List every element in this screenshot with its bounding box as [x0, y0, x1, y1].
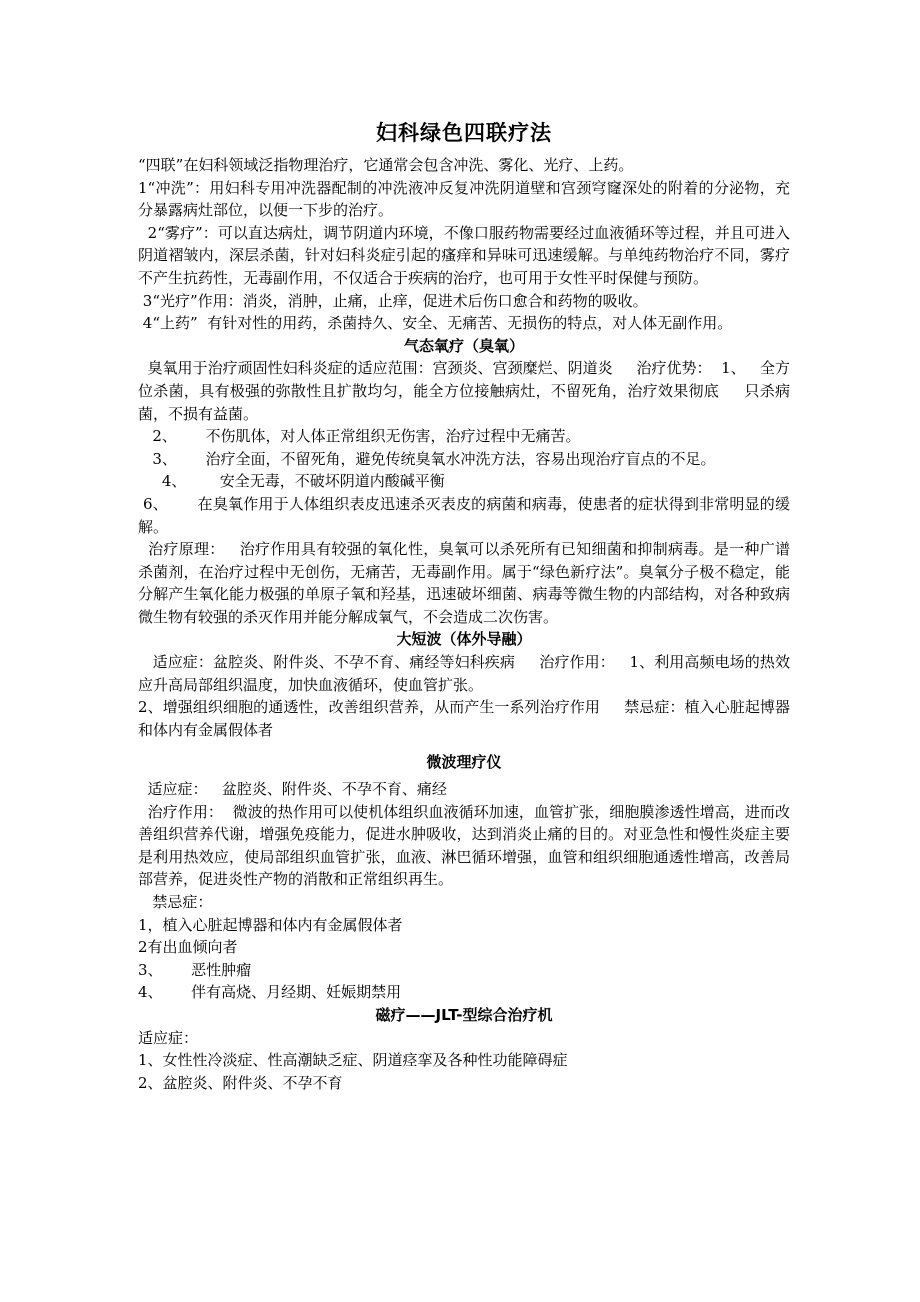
microwave-paragraph: 禁忌症：: [138, 893, 213, 911]
document-page: [138, 118, 790, 1094]
section-heading-ozone: 气态氧疗（臭氧）: [403, 336, 524, 355]
intro-section: [138, 154, 790, 335]
section-heading-shortwave: 大短波（体外导融）: [396, 630, 532, 649]
magnetic-section: [138, 1004, 790, 1094]
microwave-paragraph: 3、 恶性肿瘤: [138, 960, 252, 979]
ozone-paragraph: 治疗原理： 治疗作用具有较强的氧化性，臭氧可以杀死所有已知细菌和抑制病毒。是一种广谱杀菌剂，在治疗过程中无创伤，无痛苦，无毒副作用。属于“绿色新疗法”。臭氧分子极不稳定，能分解产生氧化能力极强的单原子氧和羟基，迅速破坏细菌、病毒等微生物的内部结构，对各种致病微生物有较强的杀灭作用并能分解成氧气，不会造成二次伤害。: [138, 540, 790, 626]
ozone-section: [138, 335, 790, 629]
intro-paragraph: “四联”在妇科领域泛指物理治疗，它通常会包含冲洗、雾化、光疗、上药。: [138, 156, 634, 174]
ozone-paragraph: 臭氧用于治疗顽固性妇科炎症的适应范围：宫颈炎、宫颈糜烂、阴道炎 治疗优势： 1、 全方位杀菌，具有极强的弥散性且扩散均匀，能全方位接触病灶，不留死角，治疗效果彻底 只杀病菌，不损有益菌。: [138, 359, 790, 423]
magnetic-paragraph: 1、女性性冷淡症、性高潮缺乏症、阴道痉挛及各种性功能障碍症: [138, 1051, 568, 1070]
shortwave-paragraph: 适应症：盆腔炎、附件炎、不孕不育、痛经等妇科疾病 治疗作用： 1、利用高频电场的热效应升高局部组织温度，加快血液循环，使血管扩张。: [138, 653, 790, 694]
shortwave-paragraph: 2、增强组织细胞的通透性，改善组织营养，从而产生一系列治疗作用 禁忌症：植入心脏起博器和体内有金属假体者: [138, 698, 790, 739]
ozone-paragraph: 2、 不伤肌体，对人体正常组织无伤害，治疗过程中无痛苦。: [138, 427, 581, 446]
ozone-paragraph: 6、 在臭氧作用于人体组织表皮迅速杀灭表皮的病菌和病毒，使患者的症状得到非常明显的缓解。: [138, 494, 790, 536]
section-heading-microwave: 微波理疗仪: [426, 753, 502, 772]
intro-paragraph: 2“雾疗”：可以直达病灶，调节阴道内环境，不像口服药物需要经过血液循环等过程，并且可进入阴道褶皱内，深层杀菌，针对妇科炎症引起的瘙痒和异味可迅速缓解。与单纯药物治疗不同，雾疗不产生抗药性，无毒副作用，不仅适合于疾病的治疗，也可用于女性平时保健与预防。: [138, 223, 790, 287]
microwave-paragraph: 1，植入心脏起博器和体内有金属假体者: [138, 915, 403, 934]
microwave-paragraph: 2有出血倾向者: [138, 938, 238, 957]
magnetic-paragraph: 适应症：: [138, 1028, 199, 1047]
shortwave-section: [138, 628, 790, 741]
intro-paragraph: 3“光疗”作用：消炎，消肿，止痛，止痒，促进术后伤口愈合和药物的吸收。: [138, 291, 648, 310]
document-title: 妇科绿色四联疗法: [376, 121, 552, 145]
ozone-paragraph: 3、 治疗全面，不留死角，避免传统臭氧水冲洗方法，容易出现治疗盲点的不足。: [138, 449, 716, 468]
microwave-paragraph: 适应症： 盆腔炎、附件炎、不孕不育、痛经: [138, 780, 447, 799]
microwave-paragraph: 4、 伴有高烧、月经期、妊娠期禁用: [138, 983, 402, 1002]
ozone-paragraph: 4、 安全无毒，不破坏阴道内酸碱平衡: [138, 472, 445, 491]
microwave-section: [138, 751, 790, 1004]
intro-paragraph: 4“上药” 有针对性的用药，杀菌持久、安全、无痛苦、无损伤的特点，对人体无副作用。: [138, 314, 733, 333]
section-heading-magnetic: 磁疗——JLT-型综合治疗机: [375, 1005, 553, 1024]
magnetic-paragraph: 2、盆腔炎、附件炎、不孕不育: [138, 1073, 343, 1092]
intro-paragraph: 1“冲洗”：用妇科专用冲洗器配制的冲洗液冲反复冲洗阴道壁和宫颈穹窿深处的附着的分泌物，充分暴露病灶部位，以便一下步的治疗。: [138, 178, 790, 220]
microwave-paragraph: 治疗作用： 微波的热作用可以使机体组织血液循环加速，血管扩张，细胞膜渗透性增高，进而改善组织营养代谢，增强免疫能力，促进水肿吸收，达到消炎止痛的目的。对亚急性和慢性炎症主要是利用热效应，使局部组织血管扩张，血液、淋巴循环增强，血管和组织细胞通透性增高，改善局部营养，促进炎性产物的消散和正常组织再生。: [138, 802, 790, 889]
